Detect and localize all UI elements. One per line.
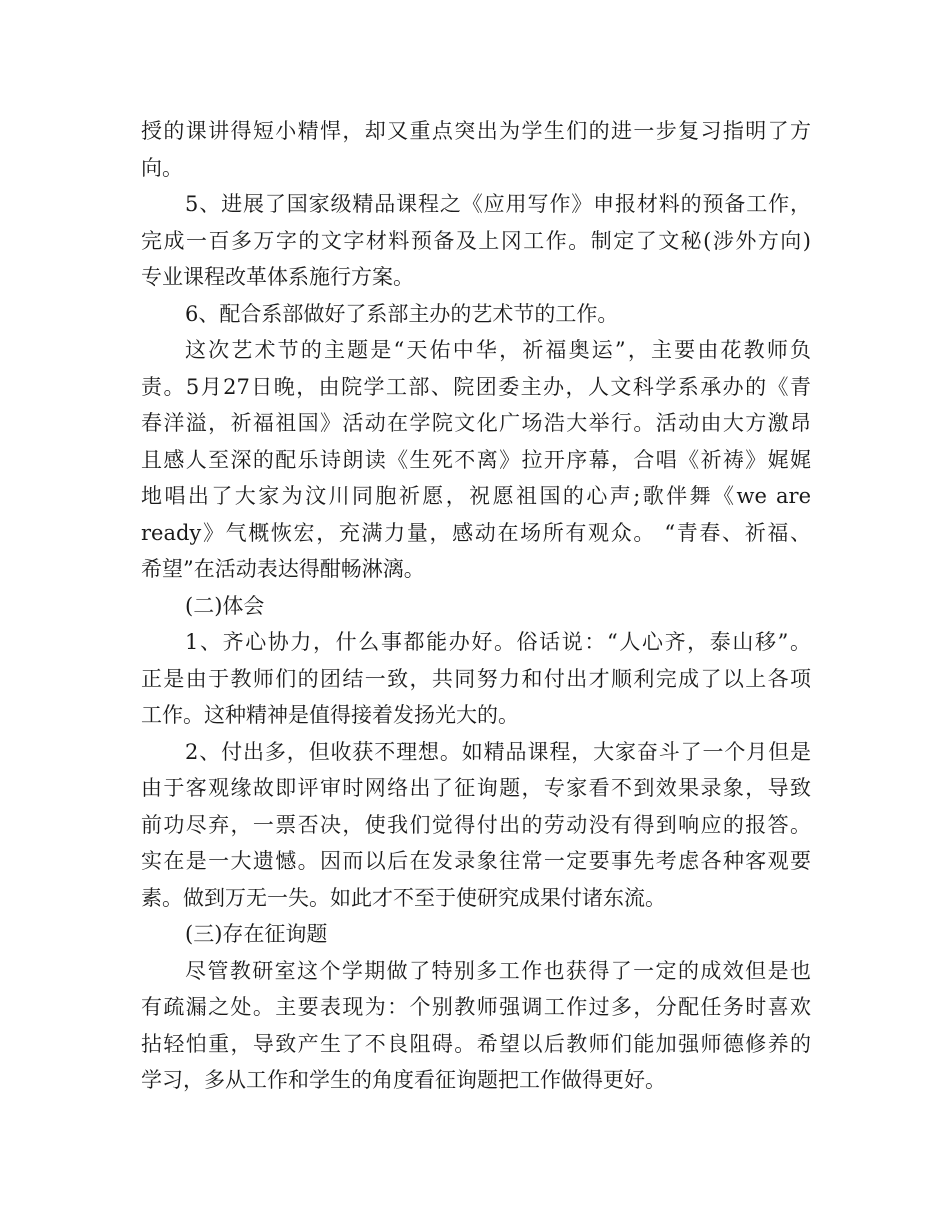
text-line: 有疏漏之处。主要表现为：个别教师强调工作过多，分配任务时喜欢 xyxy=(141,995,811,1019)
text-line: 实在是一大遗憾。因而以后在发录象往常一定要事先考虑各种客观要 xyxy=(141,849,811,873)
text-line: 1、齐心协力，什么事都能办好。俗话说：“人心齐，泰山移”。 xyxy=(185,630,811,654)
text-line: 责。5月27日晚，由院学工部、院团委主办，人文科学系承办的《青 xyxy=(141,374,811,399)
text-line: 授的课讲得短小精悍，却又重点突出为学生们的进一步复习指明了方 xyxy=(141,119,811,143)
text-line: (三)存在征询题 xyxy=(185,922,328,946)
text-line: ready》气概恢宏，充满力量，感动在场所有观众。 “青春、祈福、 xyxy=(141,520,811,545)
text-line: 由于客观缘故即评审时网络出了征询题，专家看不到效果录象，导致 xyxy=(141,776,811,800)
text-line: 拈轻怕重，导致产生了不良阻碍。希望以后教师们能加强师德修养的 xyxy=(141,1031,811,1056)
text-line: 且感人至深的配乐诗朗读《生死不离》拉开序幕，合唱《祈祷》娓娓 xyxy=(141,447,811,472)
text-line: 希望”在活动表达得酣畅淋漓。 xyxy=(141,557,425,581)
text-line: 正是由于教师们的团结一致，共同努力和付出才顺利完成了以上各项 xyxy=(141,666,811,691)
text-line: (二)体会 xyxy=(185,593,265,618)
text-line: 完成一百多万字的文字材料预备及上冈工作。制定了文秘(涉外方向) xyxy=(141,228,811,253)
text-line: 学习，多从工作和学生的角度看征询题把工作做得更好。 xyxy=(141,1068,666,1092)
text-line: 这次艺术节的主题是“天佑中华，祈福奥运”，主要由花教师负 xyxy=(185,338,811,362)
text-line: 前功尽弃，一票否决，使我们觉得付出的劳动没有得到响应的报答。 xyxy=(141,812,811,837)
text-line: 地唱出了大家为汶川同胞祈愿，祝愿祖国的心声;歌伴舞《we are xyxy=(141,484,811,508)
text-line: 6、配合系部做好了系部主办的艺术节的工作。 xyxy=(185,301,619,326)
text-line: 尽管教研室这个学期做了特别多工作也获得了一定的成效但是也 xyxy=(185,958,811,983)
text-line: 5、进展了国家级精品课程之《应用写作》申报材料的预备工作， xyxy=(185,192,811,216)
text-line: 春洋溢，祈福祖国》活动在学院文化广场浩大举行。活动由大方激昂 xyxy=(141,411,811,435)
text-line: 工作。这种精神是值得接着发扬光大的。 xyxy=(141,703,519,727)
text-line: 2、付出多，但收获不理想。如精品课程，大家奋斗了一个月但是 xyxy=(185,739,811,764)
text-line: 素。做到万无一失。如此才不至于使研究成果付诸东流。 xyxy=(141,885,666,910)
text-line: 向。 xyxy=(141,155,183,180)
text-line: 专业课程改革体系施行方案。 xyxy=(141,265,414,289)
